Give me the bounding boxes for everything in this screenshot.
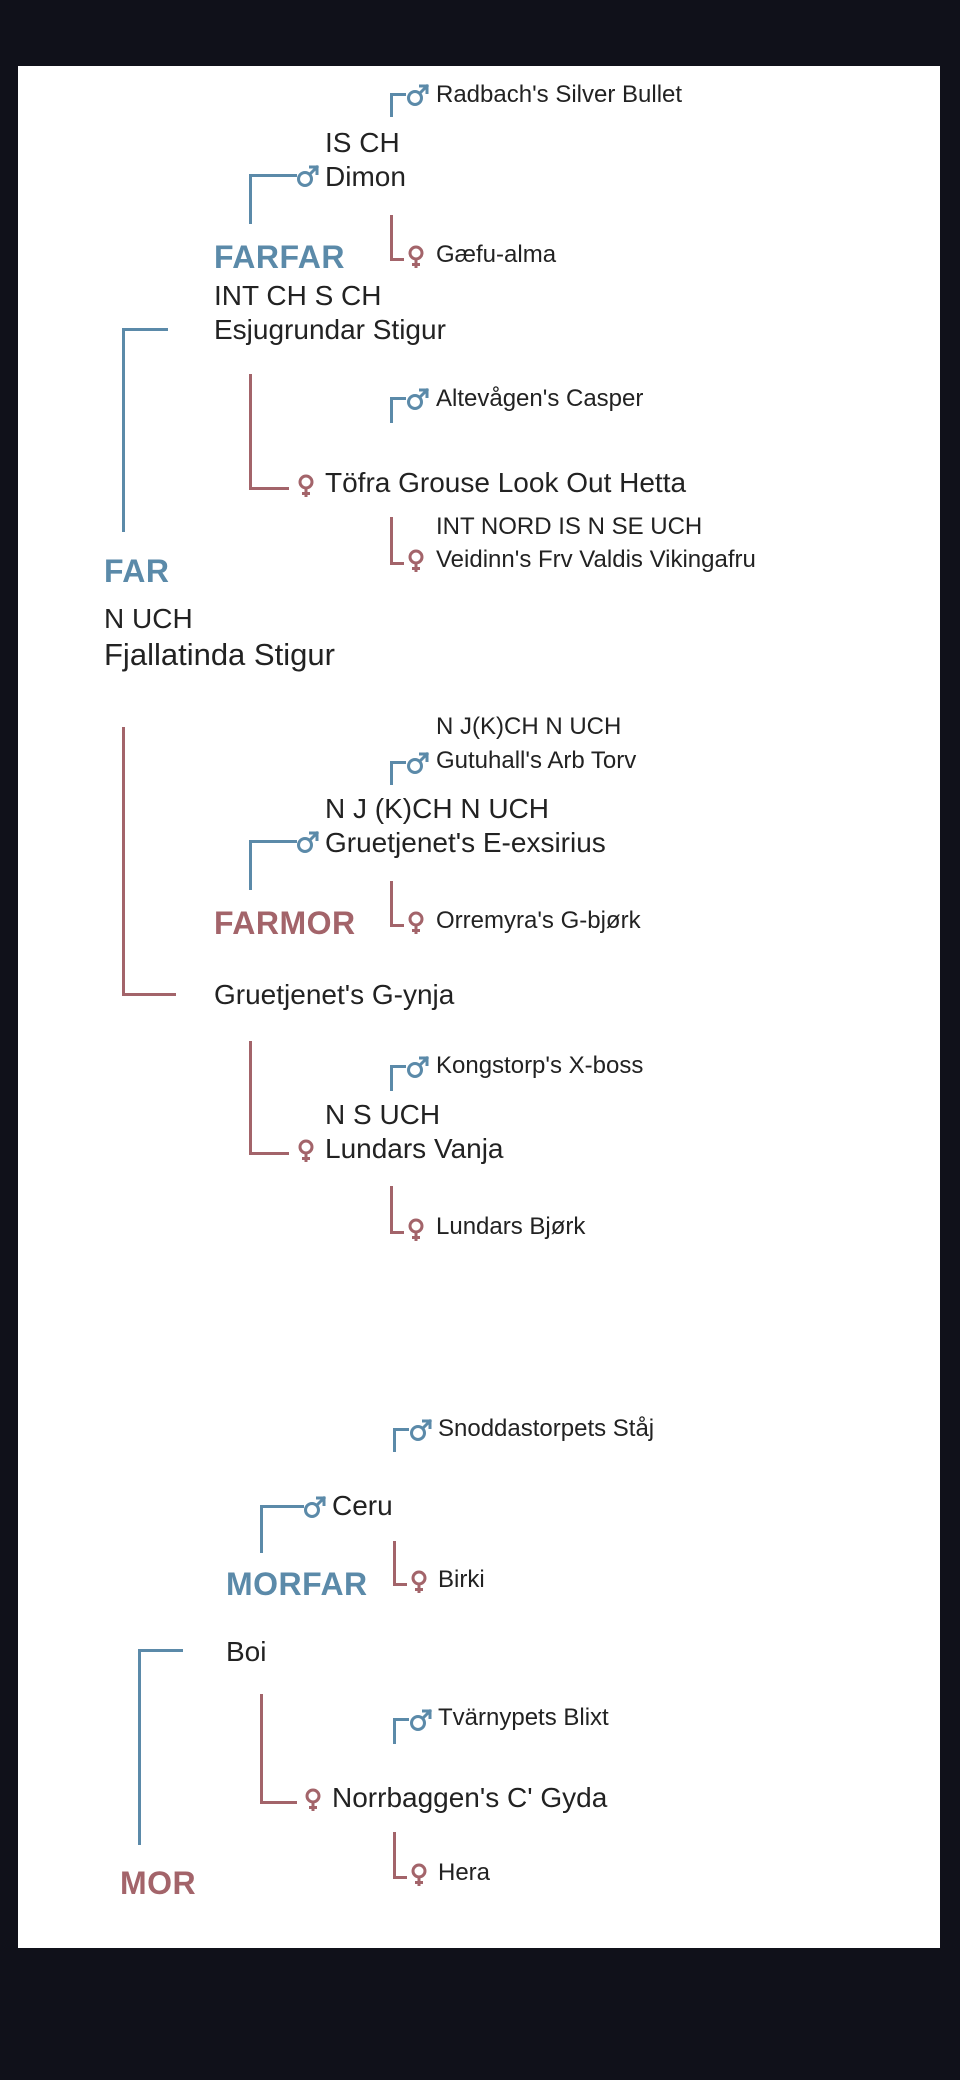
- connector-line: [390, 93, 393, 117]
- connector-line: [390, 562, 404, 565]
- pedigree-name-gruetjenets-e-exsirius: Gruetjenet's E-exsirius: [325, 827, 606, 858]
- pedigree-name-esjugrundar-stigur: Esjugrundar Stigur: [214, 314, 446, 345]
- pedigree-name-lundars-vanja: Lundars Vanja: [325, 1133, 504, 1164]
- female-symbol-icon: [293, 473, 319, 499]
- pedigree-titles-lundars-vanja: N S UCH: [325, 1099, 441, 1130]
- connector-line: [138, 1649, 183, 1652]
- connector-line: [249, 1152, 289, 1155]
- connector-line: [390, 924, 404, 927]
- female-symbol-icon: [300, 1787, 326, 1813]
- connector-line: [249, 487, 289, 490]
- pedigree-name-tvarnypets-blixt: Tvärnypets Blixt: [438, 1704, 609, 1731]
- pedigree-name-altevagens-casper: Altevågen's Casper: [436, 385, 644, 412]
- connector-line: [390, 1186, 393, 1233]
- connector-line: [393, 1718, 396, 1744]
- pedigree-titles-gutuhalls: N J(K)CH N UCH: [436, 713, 622, 740]
- connector-line: [122, 328, 168, 331]
- pedigree-name-birki: Birki: [438, 1566, 485, 1593]
- male-symbol-icon: [405, 82, 431, 108]
- connector-line: [393, 1428, 396, 1452]
- pedigree-name-ceru: Ceru: [332, 1490, 393, 1521]
- pedigree-name-gaefu-alma: Gæfu-alma: [436, 241, 557, 268]
- female-symbol-icon: [293, 1138, 319, 1164]
- male-symbol-icon: [405, 1054, 431, 1080]
- connector-line: [390, 517, 393, 564]
- connector-line: [122, 727, 125, 995]
- pedigree-name-kongstorps-x-boss: Kongstorp's X-boss: [436, 1052, 644, 1079]
- pedigree-name-snoddastorpets-staj: Snoddastorpets Ståj: [438, 1415, 655, 1442]
- heading-mor: MOR: [120, 1865, 197, 1901]
- heading-far: FAR: [104, 553, 170, 589]
- pedigree-name-fjallatinda-stigur: Fjallatinda Stigur: [104, 637, 335, 672]
- pedigree-titles-dimon: IS CH: [325, 127, 400, 158]
- male-symbol-icon: [295, 163, 321, 189]
- female-symbol-icon: [406, 1862, 432, 1888]
- pedigree-page: [18, 66, 940, 1948]
- connector-line: [249, 174, 252, 224]
- pedigree-name-gruetjenets-g-ynja: Gruetjenet's G-ynja: [214, 979, 455, 1010]
- male-symbol-icon: [408, 1707, 434, 1733]
- connector-line: [260, 1694, 263, 1803]
- pedigree-name-hera: Hera: [438, 1859, 491, 1886]
- pedigree-name-orremyras-g-bjork: Orremyra's G-bjørk: [436, 907, 641, 934]
- pedigree-name-radbachs-silver-bullet: Radbach's Silver Bullet: [436, 81, 683, 108]
- pedigree-name-veidinns-frv-valdis-vikingafru: Veidinn's Frv Valdis Vikingafru: [436, 546, 756, 573]
- connector-line: [122, 328, 125, 532]
- connector-line: [249, 374, 252, 489]
- female-symbol-icon: [403, 548, 429, 574]
- pedigree-name-tofra-grouse-look-out-hetta: Töfra Grouse Look Out Hetta: [325, 467, 687, 498]
- heading-morfar: MORFAR: [226, 1566, 368, 1602]
- connector-line: [390, 397, 393, 423]
- connector-line: [249, 1041, 252, 1154]
- connector-line: [260, 1505, 304, 1508]
- connector-line: [393, 1541, 396, 1585]
- connector-line: [260, 1505, 263, 1553]
- male-symbol-icon: [405, 386, 431, 412]
- pedigree-titles-fjallatinda-stigur: N UCH: [104, 603, 193, 634]
- pedigree-titles-gruetjenets-e-exsirius: N J (K)CH N UCH: [325, 793, 549, 824]
- male-symbol-icon: [408, 1417, 434, 1443]
- connector-line: [393, 1876, 407, 1879]
- connector-line: [390, 761, 393, 785]
- heading-farfar: FARFAR: [214, 239, 345, 275]
- pedigree-name-lundars-bjork: Lundars Bjørk: [436, 1213, 586, 1240]
- connector-line: [260, 1801, 297, 1804]
- connector-line: [390, 1065, 393, 1091]
- pedigree-name-dimon: Dimon: [325, 161, 406, 192]
- pedigree-titles-veidinns: INT NORD IS N SE UCH: [436, 513, 703, 540]
- connector-line: [390, 258, 404, 261]
- female-symbol-icon: [403, 1217, 429, 1243]
- connector-line: [393, 1583, 407, 1586]
- connector-line: [390, 215, 393, 260]
- pedigree-titles-esjugrundar-stigur: INT CH S CH: [214, 280, 382, 311]
- connector-line: [390, 881, 393, 926]
- connector-line: [393, 1832, 396, 1878]
- pedigree-name-norrbaggens-c-gyda: Norrbaggen's C' Gyda: [332, 1782, 608, 1813]
- connector-line: [122, 993, 176, 996]
- female-symbol-icon: [403, 910, 429, 936]
- pedigree-name-gutuhalls-arb-torv: Gutuhall's Arb Torv: [436, 747, 637, 774]
- connector-line: [138, 1649, 141, 1845]
- connector-line: [390, 1231, 404, 1234]
- female-symbol-icon: [406, 1569, 432, 1595]
- connector-line: [249, 174, 297, 177]
- connector-line: [249, 840, 297, 843]
- pedigree-name-boi: Boi: [226, 1636, 267, 1667]
- male-symbol-icon: [405, 750, 431, 776]
- male-symbol-icon: [302, 1494, 328, 1520]
- male-symbol-icon: [295, 829, 321, 855]
- female-symbol-icon: [403, 244, 429, 270]
- connector-line: [249, 840, 252, 890]
- heading-farmor: FARMOR: [214, 905, 356, 941]
